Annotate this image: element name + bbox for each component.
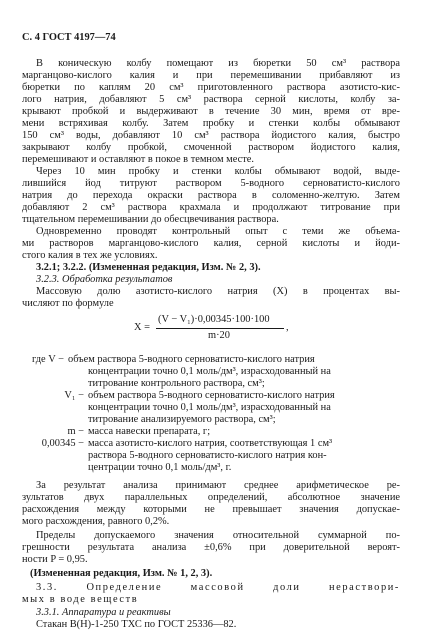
- section-heading: мых в воде веществ: [22, 594, 139, 605]
- text-line: числяют по формуле: [22, 298, 114, 309]
- var-label: 0,00345 −: [41, 438, 84, 449]
- text-line: Массовую долю азотисто-кислого натрия (X) в процентах вы-: [36, 286, 400, 297]
- var-label: V₁ −: [64, 390, 84, 401]
- var-desc: концентрации точно 0,1 моль/дм³, израсходованный на: [88, 366, 331, 377]
- text-line: ми растворов марганцово-кислого калия, серной кислоты и йоди-: [22, 238, 400, 249]
- text-line: закрывают колбу пробкой, смоченной раствором йодистого калия,: [22, 142, 400, 153]
- var-label: где V −: [31, 354, 64, 365]
- text-line: тщательном перемешивании до обесцвечивания раствора.: [22, 214, 279, 225]
- formula-denominator: m·20: [208, 330, 230, 341]
- text-line: добавляют 2 см³ раствора крахмала и продолжают титрование при: [22, 202, 400, 213]
- var-desc: объем раствора 5-водного серноватисто-кислого натрия: [68, 354, 315, 365]
- text-line: расхождения между которыми не превышает значения допускае-: [22, 504, 400, 515]
- text-line: перемешивают и оставляют в покое в темном месте.: [22, 154, 254, 165]
- var-desc: масса навески препарата, г;: [88, 426, 211, 437]
- section-heading: 3.2.3. Обработка результатов: [36, 274, 173, 285]
- var-desc: концентрации точно 0,1 моль/дм³, израсходованный на: [88, 402, 331, 413]
- text-line: стого калия в тех же условиях.: [22, 250, 158, 261]
- page-header: С. 4 ГОСТ 4197—74: [22, 32, 116, 43]
- fraction-bar: [156, 328, 284, 329]
- text-line: крывают пробкой и выдерживают в течение 30 мин, время от вре-: [22, 106, 400, 117]
- text-line: Одновременно проводят контрольный опыт с теми же объема-: [36, 226, 400, 237]
- formula-lhs: X =: [134, 322, 150, 333]
- text-line: Пределы допускаемого значения относительной суммарной по-: [36, 530, 400, 541]
- var-desc: центрации точно 0,1 моль/дм³, г.: [88, 462, 232, 473]
- amendment-note: (Измененная редакция, Изм. № 1, 2, 3).: [30, 568, 213, 579]
- text-line: мого расхождения, равного 0,2%.: [22, 516, 170, 527]
- section-heading: 3.3. Определение массовой доли нераствори-: [36, 582, 400, 593]
- subsection-heading: 3.3.1. Аппаратура и реактивы: [36, 607, 171, 618]
- var-desc: титрование контрольного раствора, см³;: [88, 378, 265, 389]
- text-line: Через 10 мин пробку и стенки колбы обмывают водой, выде-: [36, 166, 400, 177]
- text-line: мени встряхивая колбу. Затем пробку и стенки колбы обмывают: [22, 118, 400, 129]
- var-label: m −: [67, 426, 84, 437]
- text-line: лого натрия, добавляют 5 см³ раствора серной кислоты, колбу за-: [22, 94, 400, 105]
- text-line: лившийся йод титруют раствором 5-водного серноватисто-кислого: [22, 178, 400, 189]
- text-line: натрия до перехода окраски раствора в соломенно-желтую. Затем: [22, 190, 400, 201]
- text-line: В коническую колбу помещают из бюретки 50 см³ раствора: [36, 58, 400, 69]
- text-line: За результат анализа принимают среднее арифметическое ре-: [36, 480, 400, 491]
- var-desc: титрование анализируемого раствора, см³;: [88, 414, 276, 425]
- formula-tail: ,: [286, 322, 289, 333]
- text-line: бюретки по каплям 20 см³ приготовленного раствора азотисто-кис-: [22, 82, 400, 93]
- var-desc: масса азотисто-кислого натрия, соответствующая 1 см³: [88, 438, 333, 449]
- var-desc: объем раствора 5-водного серноватисто-кислого натрия: [88, 390, 335, 401]
- text-line: ности P = 0,95.: [22, 554, 88, 565]
- var-desc: раствора 5-водного серноватисто-кислого натрия кон-: [88, 450, 327, 461]
- text-line: Стакан В(Н)-1-250 ТХС по ГОСТ 25336—82.: [36, 619, 237, 630]
- text-line: грешности результата анализа ±0,6% при доверительной вероят-: [22, 542, 400, 553]
- text-line: зультатов двух параллельных определений, абсолютное значение: [22, 492, 400, 503]
- formula-numerator: (V − V₁)·0,00345·100·100: [158, 314, 270, 325]
- text-line: марганцово-кислого калия и при перемешивании прибавляют из: [22, 70, 400, 81]
- text-line: 150 см³ воды, добавляют 10 см³ раствора йодистого калия, быстро: [22, 130, 400, 141]
- amendment-note: 3.2.1; 3.2.2. (Измененная редакция, Изм. № 2, 3).: [36, 262, 261, 273]
